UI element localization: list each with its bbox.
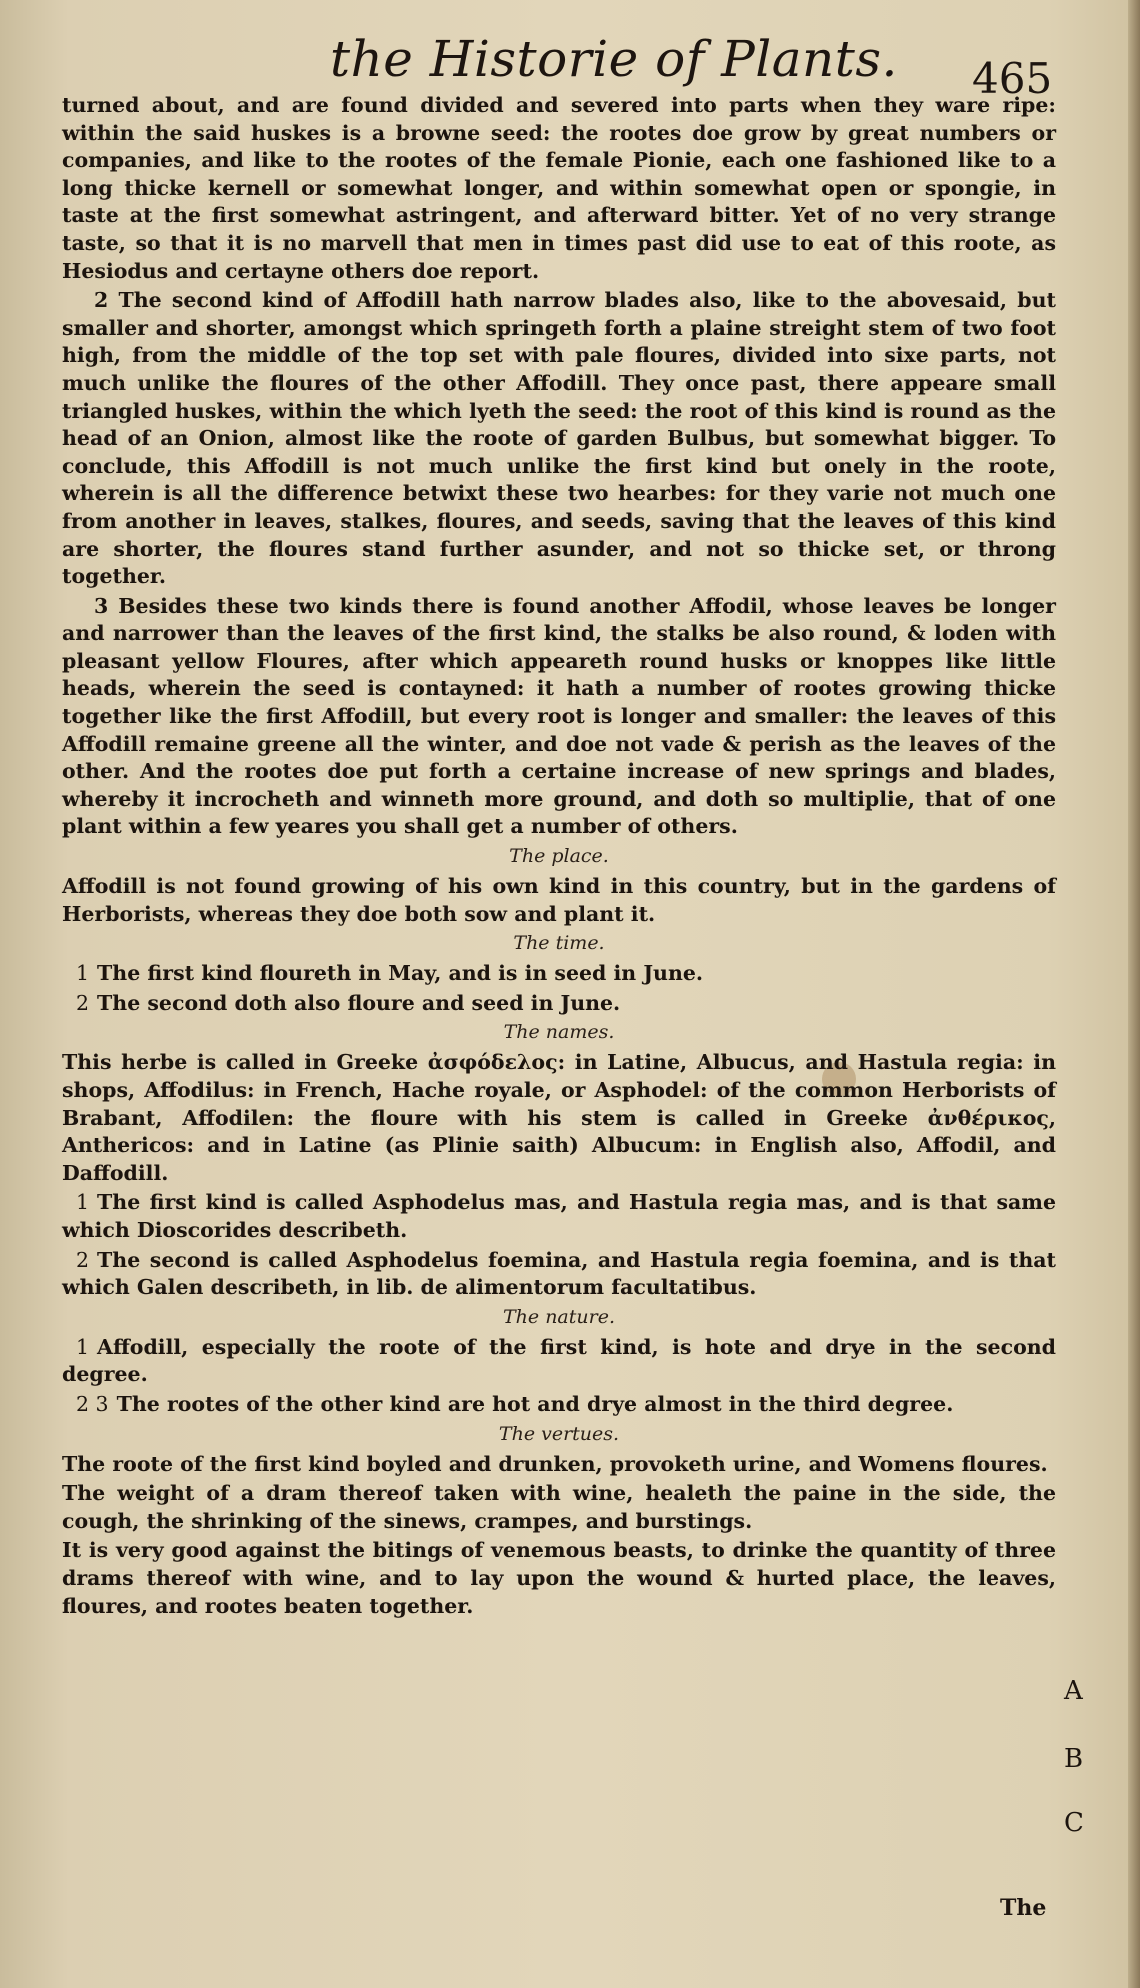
heading-vertues: The vertues. [498,1422,620,1445]
paragraph-2: 2 The second kind of Affodill hath narrow blades also, like to the abovesaid, but smaller and shorter, amongst which springeth forth a plaine streight stem of two foot high, from the middle of the top set with pale floures, divided into sixe parts, not much unlike the floures of the other Affodill. They once past, there appeare small triangled huskes, within the which lyeth the seed: the root of this kind is round as the head of an Onion, almost like the roote of garden Bulbus, but somewhat bigger. To conclude, this Affodill is not much unlike the first kind but onely in the roote, wherein is all the difference betwixt these two hearbes: for they varie not much one from another in leaves, stalkes, floures, and seeds, saving that the leaves of this kind are shorter, the floures stand further asunder, and not so thicke set, or throng together. [62,288,1056,589]
names-item-1: 1 The first kind is called Asphodelus mas, and Hastula regia mas, and is that same which Dioscorides describeth. [62,1190,1056,1242]
names-item-2: 2 The second is called Asphodelus foemina, and Hastula regia foemina, and is that which Galen describeth, in lib. de alimentorum facultatibus. [62,1247,1056,1300]
heading-time: The time. [513,932,605,955]
page-body [62,92,1056,1622]
margin-letter-c: C [1064,1808,1084,1838]
page-header [0,22,1140,103]
heading-names: The names. [503,1021,615,1044]
names-text: This herbe is called in Greeke ἀσφόδελος: in Latine, Albucus, and Hastula regia: in shops, Affodilus: in French, Hache royale, or Asphodel: of the common Herborists of Brabant, Affodilen: the floure with his stem is called in Greeke ἀνθέρικος, Anthericos: and in Latine (as Plinie saith) Albucum: in English also, Affodil, and Daffodill. [62,1050,1056,1185]
heading-nature: The nature. [503,1305,615,1328]
time-item-2: 2 The second doth also floure and seed in June. [76,990,621,1015]
vertues-para-a: The roote of the first kind boyled and drunken, provoketh urine, and Womens floures. [62,1451,1048,1476]
margin-letter-b: B [1064,1744,1084,1774]
vertues-para-c: It is very good against the bitings of venemous beasts, to drinke the quantity of three drams thereof with wine, and to lay upon the wound & hurted place, the leaves, floures, and rootes beaten together. [62,1538,1056,1618]
catchword: The [1000,1895,1047,1921]
nature-item-2: 2 3 The rootes of the other kind are hot and drye almost in the third degree. [76,1391,954,1416]
place-text: Affodill is not found growing of his own kind in this country, but in the gardens of Herborists, whereas they doe both sow and plant it. [62,874,1056,926]
paragraph-3: 3 Besides these two kinds there is found another Affodil, whose leaves be longer and narrower than the leaves of the first kind, the stalks be also round, & loden with pleasant yellow Floures, after which appeareth round husks or knoppes like little heads, wherein the seed is contayned: it hath a number of rootes growing thicke together like the first Affodill, but every root is longer and smaller: the leaves of this Affodill remaine greene all the winter, and doe not vade & perish as the leaves of the other. And the rootes doe put forth a certaine increase of new springs and blades, whereby it incrocheth and winneth more ground, and doth so multiplie, that of one plant within a few yeares you shall get a number of others. [62,593,1056,839]
time-item-1: 1 The first kind floureth in May, and is in seed in June. [76,961,704,986]
page-number: 465 [972,54,1053,103]
paragraph-1: turned about, and are found divided and severed into parts when they ware ripe: within the said huskes is a browne seed: the rootes doe grow by great numbers or companies, and like to the rootes of the female Pionie, each one fashioned like to a long thicke kernell or somewhat longer, and within somewhat open or spongie, in taste at the first somewhat astringent, and afterward bitter. Yet of no very strange taste, so that it is no marvell that men in times past did use to eat of this roote, as Hesiodus and certayne others doe report. [62,93,1056,283]
vertues-para-b: The weight of a dram thereof taken with wine, healeth the paine in the side, the cough, the shrinking of the sinews, crampes, and burstings. [62,1481,1056,1533]
nature-item-1: 1 Affodill, especially the roote of the first kind, is hote and drye in the second degree. [62,1334,1056,1387]
running-title: the Historie of Plants. [330,30,898,88]
heading-place: The place. [509,845,609,868]
margin-letter-a: A [1064,1676,1083,1706]
page-edge [1128,0,1140,1988]
